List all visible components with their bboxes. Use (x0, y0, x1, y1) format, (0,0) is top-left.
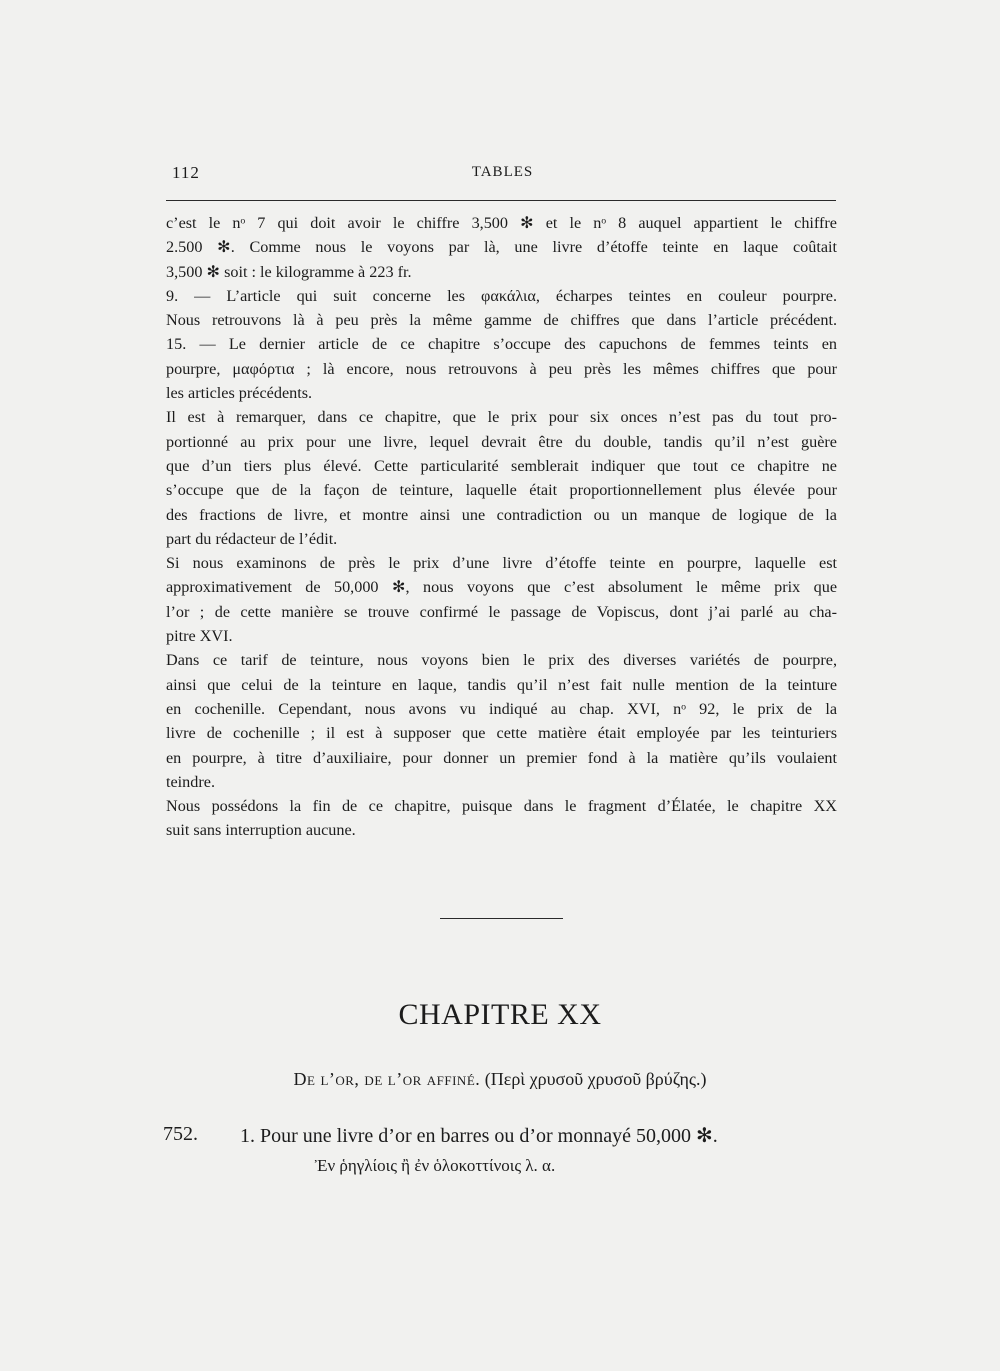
body-line: c’est le nᵒ 7 qui doit avoir le chiffre 3,500 ✻ et le nᵒ 8 auquel appartient le chiffre (166, 214, 837, 232)
body-line: que d’un tiers plus élevé. Cette particularité semblerait indiquer que tout ce chapitre ne (166, 456, 837, 475)
page-number: 112 (172, 163, 200, 182)
body-line: Nous possédons la fin de ce chapitre, puisque dans le fragment d’Élatée, le chapitre XX (166, 797, 837, 816)
body-line: s’occupe que de la façon de teinture, laquelle était proportionnellement plus élevée pour (166, 481, 837, 500)
body-line: l’or ; de cette manière se trouve confirmé le passage de Vopiscus, dont j’ai parlé au cha- (166, 602, 837, 621)
body-line: part du rédacteur de l’édit. (166, 529, 338, 548)
body-line: portionné au prix pour une livre, lequel devrait être du double, tandis qu’il n’est guère (166, 432, 837, 451)
body-line: approximativement de 50,000 ✻, nous voyons que c’est absolument le même prix que (166, 578, 837, 597)
body-line: en pourpre, à titre d’auxiliaire, pour donner un premier fond à la matière qu’ils voulaient (166, 748, 837, 767)
body-line: Si nous examinons de près le prix d’une livre d’étoffe teinte en pourpre, laquelle est (166, 554, 837, 573)
body-line: Il est à remarquer, dans ce chapitre, que le prix pour six onces n’est pas du tout pro- (166, 408, 837, 427)
chapter-title: CHAPITRE XX (398, 998, 602, 1031)
body-line: pitre XVI. (166, 627, 233, 646)
body-line: 2.500 ✻. Comme nous le voyons par là, une livre d’étoffe teinte en laque coûtait (166, 238, 837, 257)
body-line: ainsi que celui de la teinture en laque, tandis qu’il n’est fait nulle mention de la teinture (166, 675, 837, 694)
body-line: Dans ce tarif de teinture, nous voyons bien le prix des diverses variétés de pourpre, (166, 651, 837, 670)
body-text (166, 211, 837, 843)
chapter-subtitle-french: De l’or, de l’or affiné. (293, 1069, 481, 1089)
article-number: 752. (163, 1123, 198, 1145)
body-line: 9. — L’article qui suit concerne les φακάλια, écharpes teintes en couleur pourpre. (166, 286, 837, 305)
body-line: teindre. (166, 772, 215, 791)
chapter-subtitle (170, 1069, 830, 1090)
body-line: pourpre, μαφόρτια ; là encore, nous retrouvons à peu près les mêmes chiffres que pour (166, 359, 837, 378)
body-line: les articles précédents. (166, 384, 313, 403)
body-line: 15. — Le dernier article de ce chapitre s’occupe des capuchons de femmes teints en (166, 335, 837, 354)
body-line: 3,500 ✻ soit : le kilogramme à 223 fr. (166, 262, 412, 281)
body-line: en cochenille. Cependant, nous avons vu indiqué au chap. XVI, nᵒ 92, le prix de la (166, 699, 837, 718)
chapter-subtitle-greek: (Περὶ χρυσοῦ χρυσοῦ βρύζης.) (484, 1069, 707, 1089)
body-line: livre de cochenille ; il est à supposer que cette matière était employée par les teinturiers (166, 724, 837, 743)
body-line: Nous retrouvons là à peu près la même gamme de chiffres que dans l’article précédent. (166, 311, 837, 330)
running-title: TABLES (471, 164, 534, 180)
body-line: suit sans interruption aucune. (166, 821, 356, 840)
article-greek-text: Ἐν ῥηγλίοις ἢ ἐν ὁλοκοττίνοις λ. α. (314, 1156, 556, 1175)
body-line: des fractions de livre, et montre ainsi une contradiction ou un manque de logique de la (166, 505, 837, 524)
header-rule (166, 200, 836, 201)
section-separator (440, 918, 563, 919)
article-text: 1. Pour une livre d’or en barres ou d’or monnayé 50,000 ✻. (240, 1125, 718, 1147)
